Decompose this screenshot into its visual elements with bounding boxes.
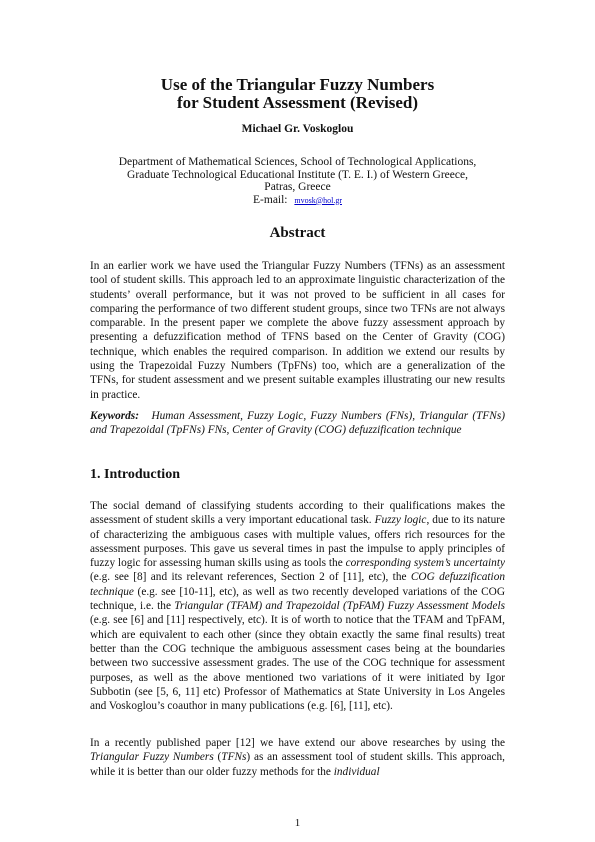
- intro-p1-italic: corresponding system’s uncertainty: [345, 557, 505, 570]
- email-label: E-mail:: [253, 193, 288, 206]
- intro-p1-seg: , due to its nature of characterizing the ambiguous cases with multiple values, offers rich resources for the assessment purposes. This gave us several times in past the impulse to apply principles of fuzzy logic for assessing human skills using as tools the: [90, 514, 505, 570]
- title-line-2: for Student Assessment (Revised): [177, 93, 418, 112]
- paper-title: [0, 76, 595, 112]
- page-number: 1: [294, 817, 301, 829]
- intro-paragraph-2: [90, 736, 505, 779]
- affiliation-line-1: Department of Mathematical Sciences, School of Technological Applications,: [118, 156, 477, 168]
- intro-p2-italic: Triangular Fuzzy Numbers: [90, 751, 214, 764]
- intro-p1-seg: (e.g. see [10-11], etc), as well as two recently developed variations of the COG technique, i.e. the: [90, 585, 505, 613]
- abstract-text: In an earlier work we have used the Triangular Fuzzy Numbers (TFNs) as an assessment tool of student skills. This approach led to an approximate linguistic characterization of the students’ overall performance, but it was not proved to be sufficient in all cases for comparing the performance of two different student groups, since two TFNs are not always comparable. In the present paper we complete the above fuzzy assessment approach by presenting a defuzzification method of TFNS based on the Center of Gravity (COG) technique, which enables the required comparison. In addition we extend our results by using the Trapezoidal Fuzzy Numbers (TpFNs) too, which are a generalization of the TFNs, for student assessment and we present suitable examples illustrating our new results in practice.: [90, 260, 505, 401]
- affiliation-line-2: Graduate Technological Educational Institute (T. E. I.) of Western Greece,: [127, 168, 468, 181]
- affiliation: [0, 156, 595, 207]
- affiliation-line-3: Patras, Greece: [264, 181, 331, 193]
- author-name: Michael Gr. Voskoglou: [241, 123, 354, 135]
- intro-p2-seg: In a recently published paper [12] we have extend our above researches by using the: [90, 737, 505, 749]
- intro-p1-seg: (e.g. see [6] and [11] respectively, etc). It is of worth to notice that the TFAM and TpFAM, which are equivalent to each other (since they obtain exactly the same final results) treat better than the COG technique the ambiguous assessment cases being at the boundaries between two successive assessment grades. The use of the COG technique for assessment purposes, as well as the above mentioned two variations of it were initiated by Igor Subbotin (see [5, 6, 11] etc) Professor of Mathematics at State University in Los Angeles and Voskoglou’s coauthor in many publications (e.g. [6], [11], etc).: [90, 614, 505, 713]
- intro-p2-italic: individual: [333, 765, 380, 778]
- intro-p1-italic: COG defuzzification technique: [90, 571, 505, 598]
- email-link[interactable]: mvosk@hol.gr: [294, 195, 342, 205]
- title-line-1: Use of the Triangular Fuzzy Numbers: [160, 75, 435, 94]
- keywords-text: Human Assessment, Fuzzy Logic, Fuzzy Numbers (FNs), Triangular (TFNs) and Trapezoidal (TpFNs) FNs, Center of Gravity (COG) defuzzification technique: [90, 410, 505, 437]
- section-heading-introduction: 1. Introduction: [90, 467, 180, 482]
- keywords-label: Keywords:: [90, 410, 139, 422]
- intro-p1-seg: The social demand of classifying students according to their qualifications makes the assessment of student skills a very important educational task.: [90, 500, 505, 527]
- intro-p2-seg: (: [213, 751, 222, 764]
- intro-p2-italic: TFNs: [221, 751, 247, 764]
- keywords: [90, 409, 505, 438]
- intro-p1-seg: (e.g. see [8] and its relevant references, Section 2 of [11], etc), the: [90, 571, 411, 584]
- intro-paragraph-1: [90, 499, 505, 713]
- abstract-heading: Abstract: [269, 225, 326, 241]
- intro-p1-italic: Fuzzy logic: [374, 514, 427, 527]
- intro-p2-seg: ) as an assessment tool of student skills. This approach, while it is better than our older fuzzy methods for the: [90, 751, 505, 778]
- email-line: [0, 194, 595, 208]
- intro-p1-italic: Triangular (TFAM) and Trapezoidal (TpFAM) Fuzzy Assessment Models: [174, 600, 505, 613]
